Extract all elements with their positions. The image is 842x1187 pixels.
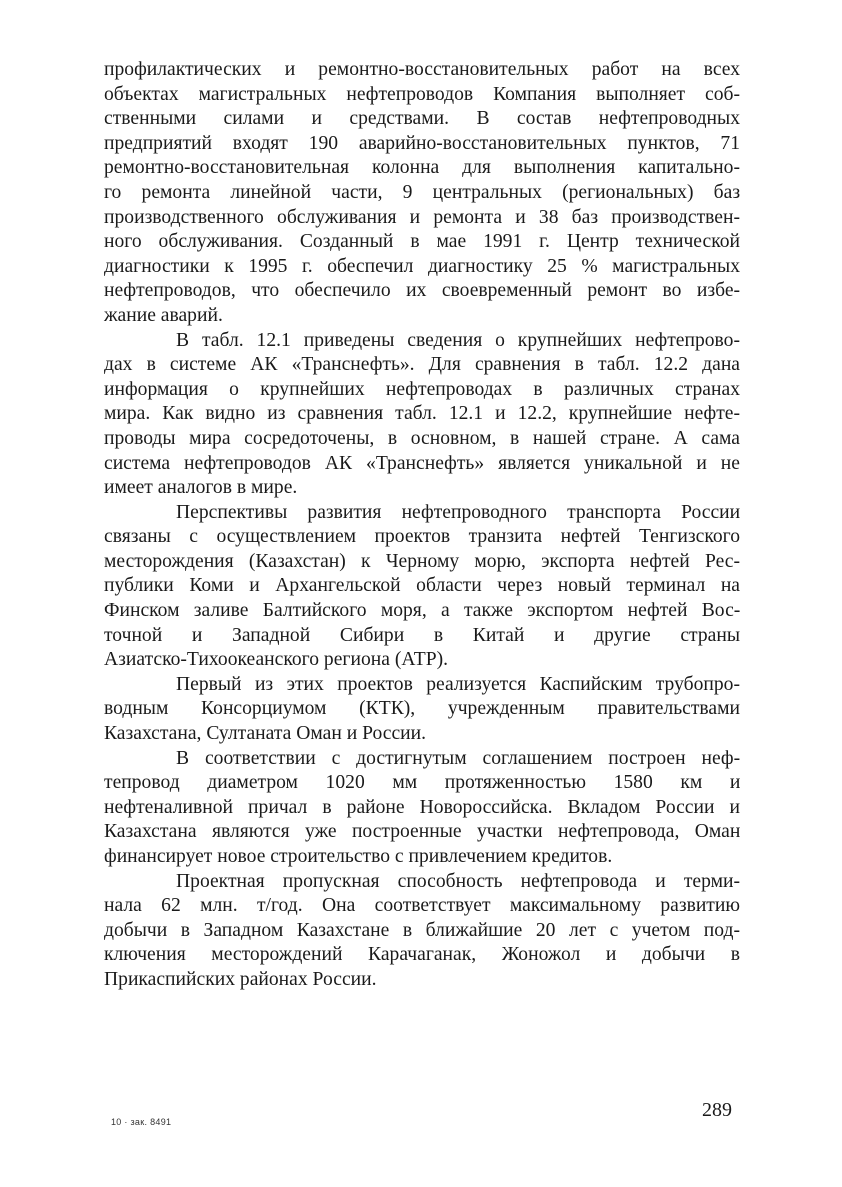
text-line: месторождения (Казахстан) к Черному морю, экспорта нефтей Рес-: [104, 550, 740, 572]
text-line: ключения месторождений Карачаганак, Жоножол и добычи в: [104, 944, 740, 966]
text-line: дах в системе АК «Транснефть». Для сравнения в табл. 12.2 дана: [104, 354, 740, 376]
paragraph: [104, 870, 740, 993]
text-line: Первый из этих проектов реализуется Каспийским трубопро-: [176, 673, 740, 695]
text-line: связаны с осуществлением проектов транзита нефтей Тенгизского: [104, 526, 740, 548]
text-line: нала 62 млн. т/год. Она соответствует максимальному развитию: [104, 895, 740, 917]
page-number: 289: [702, 1099, 732, 1121]
text-line: го ремонта линейной части, 9 центральных (региональных) баз: [104, 181, 741, 203]
text-line: Финском заливе Балтийского моря, а также экспортом нефтей Вос-: [104, 600, 741, 622]
text-line: имеет аналогов в мире.: [104, 477, 298, 499]
text-line: Казахстана являются уже построенные участки нефтепровода, Оман: [104, 821, 741, 843]
text-line: В соответствии с достигнутым соглашением построен неф-: [176, 747, 741, 769]
text-line: мира. Как видно из сравнения табл. 12.1 и 12.2, крупнейшие нефте-: [104, 403, 740, 425]
text-line: информация о крупнейших нефтепроводах в различных странах: [104, 378, 740, 400]
text-line: ремонтно-восстановительная колонна для выполнения капитально-: [104, 157, 740, 179]
text-line: проводы мира сосредоточены, в основном, в нашей стране. А сама: [104, 427, 740, 449]
paragraph: [104, 329, 740, 501]
text-line: система нефтепроводов АК «Транснефть» является уникальной и не: [104, 452, 740, 474]
paragraph: [104, 58, 740, 329]
text-line: предприятий входят 190 аварийно-восстановительных пунктов, 71: [104, 132, 740, 154]
text-line: водным Консорциумом (КТК), учрежденным правительствами: [104, 698, 740, 720]
text-line: нефтеналивной причал в районе Новороссийска. Вкладом России и: [104, 796, 741, 818]
text-line: ственными силами и средствами. В состав нефтепроводных: [104, 108, 740, 130]
paragraph: [104, 501, 740, 673]
text-line: финансирует новое строительство с привлечением кредитов.: [104, 846, 613, 867]
text-line: Казахстана, Султаната Оман и России.: [104, 723, 427, 745]
text-line: Прикаспийских районах России.: [104, 968, 377, 990]
text-line: точной и Западной Сибири в Китай и другие страны: [104, 624, 740, 646]
body-text: [104, 58, 740, 993]
text-line: Проектная пропускная способность нефтепровода и терми-: [176, 870, 740, 892]
text-line: публики Коми и Архангельской области через новый терминал на: [104, 575, 740, 597]
text-line: В табл. 12.1 приведены сведения о крупнейших нефтепрово-: [176, 329, 740, 351]
text-line: жание аварий.: [104, 304, 223, 326]
text-line: профилактических и ремонтно-восстановительных работ на всех: [104, 59, 740, 80]
paragraph: [104, 673, 740, 747]
text-line: нефтепроводов, что обеспечило их своевременный ремонт во избе-: [104, 280, 741, 302]
printer-signature-mark: 10 · зак. 8491: [111, 1117, 172, 1127]
text-line: объектах магистральных нефтепроводов Компания выполняет соб-: [104, 83, 740, 105]
text-line: производственного обслуживания и ремонта и 38 баз производствен-: [104, 206, 740, 228]
paragraph: [104, 747, 740, 870]
text-line: тепровод диаметром 1020 мм протяженностью 1580 км и: [104, 772, 741, 794]
text-line: диагностики к 1995 г. обеспечил диагностику 25 % магистральных: [104, 255, 740, 277]
text-line: ного обслуживания. Созданный в мае 1991 г. Центр технической: [104, 231, 740, 253]
text-line: Азиатско-Тихоокеанского региона (АТР).: [104, 649, 449, 671]
text-line: Перспективы развития нефтепроводного транспорта России: [176, 501, 741, 523]
text-line: добычи в Западном Казахстане в ближайшие 20 лет с учетом под-: [104, 919, 740, 941]
